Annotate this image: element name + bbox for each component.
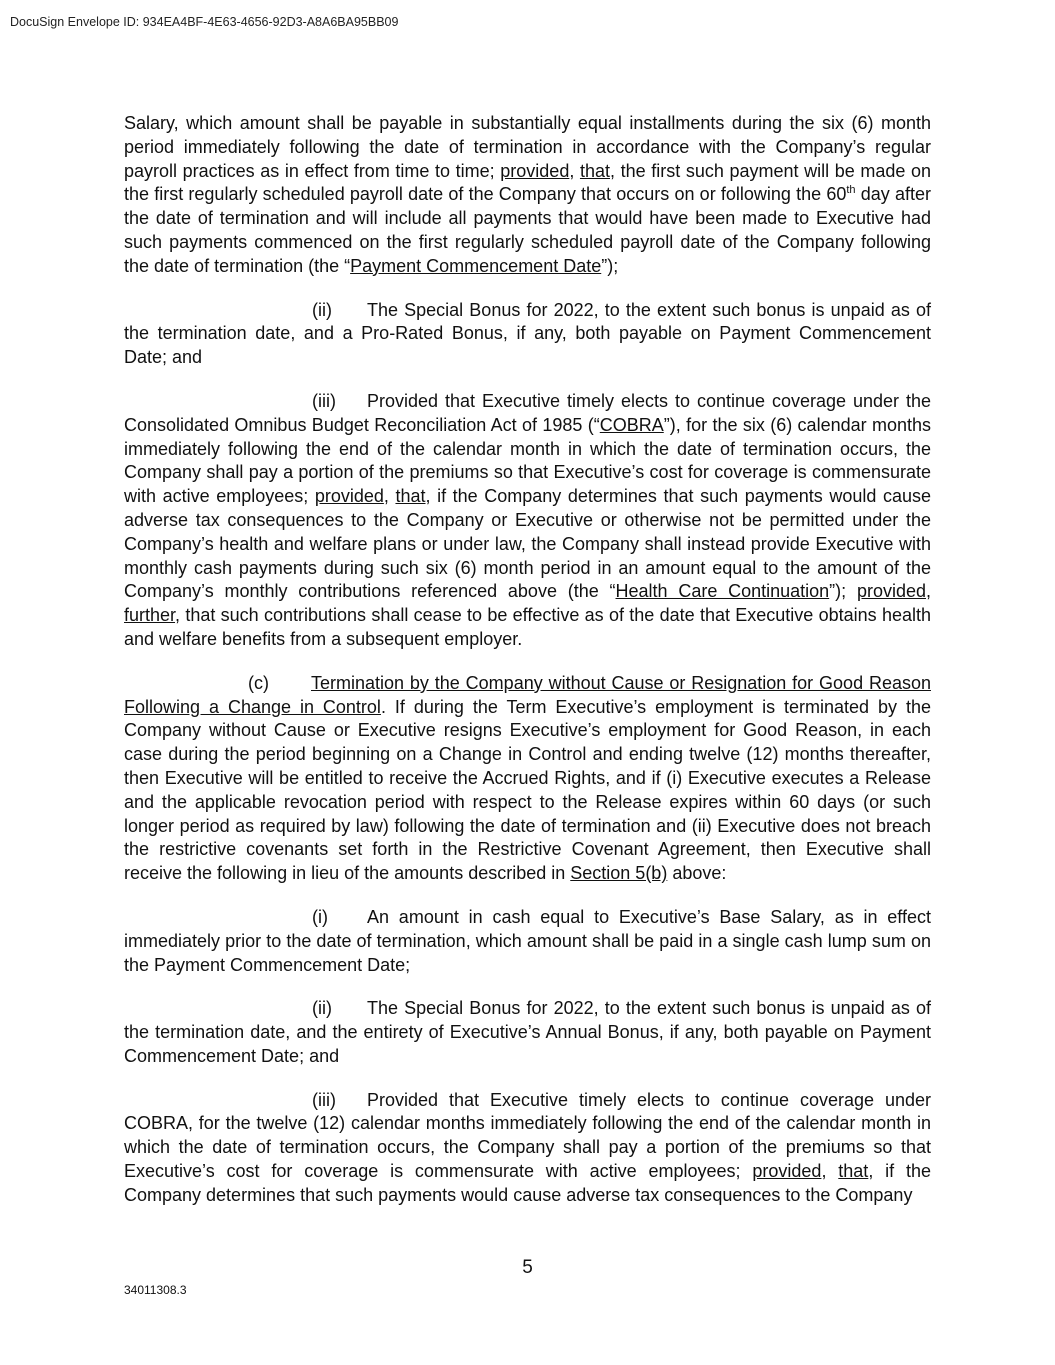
clause-number: (iii) [312,390,336,411]
defined-term: Health Care Continuation [615,581,830,602]
underlined-term: further [124,605,176,626]
ordinal-suffix: th [846,184,856,197]
defined-term: COBRA [599,414,664,435]
paragraph-base-salary-lump-sum [124,906,931,977]
clause-number: (iii) [312,1089,336,1110]
text: Salary, which amount shall be payable in substantially equal installments during the six (6) month period immediately following the date of termination in accordance with the Company’s regular payroll practices as in effect from time to time; [124,113,931,181]
text: , [925,581,931,602]
text: ”); [829,581,857,602]
text: , [821,1161,839,1182]
clause-number: (ii) [312,998,332,1019]
section-reference: Section 5(b) [570,863,668,884]
clause-number: (i) [312,906,328,927]
paragraph-special-bonus-annual [124,997,931,1068]
paragraph-cobra-twelve-months [124,1089,931,1208]
text: . If during the Term Executive’s employment is terminated by the Company without Cause or Executive resigns Executive’s employment for Good Reason, in each case during the period beginning on a Change in Control and ending twelve (12) months thereafter, then Executive will be entitled to receive the Accrued Rights, and if (i) Executive executes a Release and the applicable revocation period with respect to the Release expires within 60 days (or such longer period as required by law) following the date of termination and (ii) Executive does not breach the restrictive covenants set forth in the Restrictive Covenant Agreement, then Executive shall receive the following in lieu of the amounts described in [124,696,931,884]
paragraph-salary-continuation [124,112,931,279]
document-id: 34011308.3 [124,1283,187,1297]
section-heading: Termination by the Company without Cause or Resignation for Good Reason Following a Change in Control [124,672,931,717]
paragraph-cobra-six-months [124,390,931,652]
text: , [383,486,396,507]
page-number: 5 [522,1257,533,1278]
underlined-term: provided [314,486,384,507]
section-number: (c) [248,672,269,693]
text: , if the Company determines that such payments would cause adverse tax consequences to the Company or Executive or otherwise not be permitted under the Company’s health and welfare plans or under law, the Company shall instead provide Executive with monthly cash payments during such six (6) month period in an amount equal to the amount of the Company’s monthly contributions referenced above (the “ [124,486,931,602]
text: Provided that Executive timely elects to continue coverage under COBRA, for the twelve (12) calendar months immediately following the end of the calendar month in which the date of termination occurs, the Company shall pay a portion of the premiums so that Executive’s cost for coverage is commensurate with active employees; [124,1089,931,1182]
paragraph-change-in-control [124,672,931,886]
text: The Special Bonus for 2022, to the extent such bonus is unpaid as of the termination date, and a Pro-Rated Bonus, if any, both payable on Payment Commencement Date; and [124,299,931,368]
text: The Special Bonus for 2022, to the extent such bonus is unpaid as of the termination date, and the entirety of Executive’s Annual Bonus, if any, both payable on Payment Commencement Date; and [124,998,931,1066]
text: , the first such payment will be made on the first regularly scheduled payroll date of the Company that occurs on or following the 60 [124,160,931,205]
text: ”), for the six (6) calendar months immediately following the end of the calendar month in which the date of termination occurs, the Company shall pay a portion of the premiums so that Executive’s cost for coverage is commensurate with active employees; [124,414,931,507]
text: Provided that Executive timely elects to continue coverage under the Consolidated Omnibus Budget Reconciliation Act of 1985 (“ [124,390,931,435]
text: ”); [601,255,619,276]
underlined-term: provided [856,581,926,602]
underlined-term: that [838,1161,869,1182]
text: , [569,160,580,181]
defined-term: Payment Commencement Date [350,255,602,276]
underlined-term: provided [752,1161,822,1182]
underlined-term: that [395,486,426,507]
underlined-term: that [579,160,610,181]
text: , if the Company determines that such payments would cause adverse tax consequences to the Company [124,1161,931,1205]
text: day after the date of termination and will include all payments that would have been made to Executive had such payments commenced on the first regularly scheduled payroll date of the Company following the date of termination (the “ [124,184,931,276]
clause-number: (ii) [312,299,332,320]
paragraph-special-bonus-prorated [124,299,931,370]
document-body [124,112,931,1228]
envelope-id: DocuSign Envelope ID: 934EA4BF-4E63-4656-92D3-A8A6BA95BB09 [10,15,399,29]
text: , that such contributions shall cease to be effective as of the date that Executive obtains health and welfare benefits from a subsequent employer. [124,605,931,649]
text: An amount in cash equal to Executive’s Base Salary, as in effect immediately prior to the date of termination, which amount shall be paid in a single cash lump sum on the Payment Commencement Date; [124,906,931,975]
text: above: [667,863,727,884]
underlined-term: provided [500,160,570,181]
